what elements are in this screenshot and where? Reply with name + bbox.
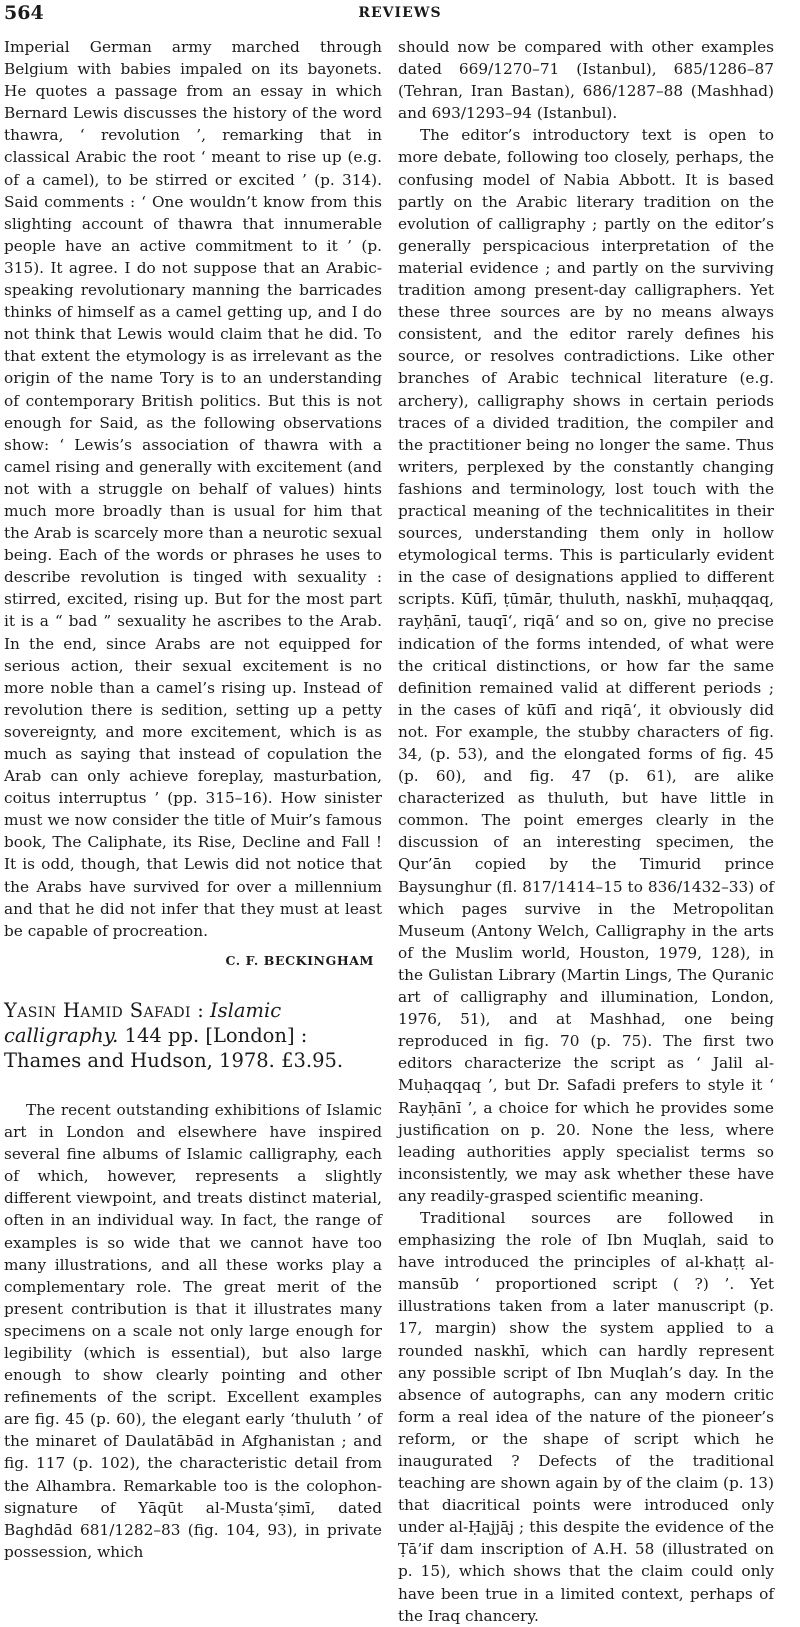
left-column <box>4 36 382 1563</box>
reviewer-signature: C. F. BECKINGHAM <box>225 952 374 968</box>
running-head: REVIEWS <box>358 5 442 21</box>
right-column <box>398 36 774 1627</box>
left-paragraph-1: Imperial German army marched through Belgium with babies impaled on its bayonets. He quotes a passage from an essay in which Bernard Lewis discusses the history of the word thawra, ‘ revolution ’, remarking that in classical Arabic the root ‘ meant to rise up (e.g. of a camel), to be stirred or excited ’ (p. 314). Said comments : ‘ One wouldn’t know from this slighting account of thawra that innumerable people have an active commitment to it ’ (p. 315). It agree. I do not suppose that an Arabic-speaking revolutionary manning the barricades thinks of himself as a camel getting up, and I do not think that Lewis would claim that he did. To that extent the etymology is as irrelevant as the origin of the name Tory is to an understanding of contemporary British politics. But this is not enough for Said, as the following observations show: ‘ Lewis’s association of thawra with a camel rising and generally with excitement (and not with a struggle on behalf of values) hints much more broadly than is usual for him that the Arab is scarcely more than a neurotic sexual being. Each of the words or phrases he uses to describe revolution is tinged with sexuality : stirred, excited, rising up. But for the most part it is a “ bad ” sexuality he ascribes to the Arab. In the end, since Arabs are not equipped for serious action, their sexual excitement is no more noble than a camel’s rising up. Instead of revolution there is sedition, setting up a petty sovereignty, and more excitement, which is as much as saying that instead of copulation the Arab can only achieve foreplay, masturbation, coitus interruptus ’ (pp. 315–16). How sinister must we now consider the title of Muir’s famous book, The Caliphate, its Rise, Decline and Fall ! It is odd, though, that Lewis did not notice that the Arabs have survived for over a millennium and that he did not infer that they must at least be capable of procreation. <box>4 38 382 940</box>
page-number: 564 <box>4 2 44 24</box>
right-paragraph-3: Traditional sources are followed in emphasizing the role of Ibn Muqlah, said to have introduced the principles of al-khaṭṭ al-mansūb ‘ proportioned script ( ?) ’. Yet illustrations taken from a later manuscript (p. 17, margin) show the system applied to a rounded naskhī, which can hardly represent any possible script of Ibn Muqlah’s day. In the absence of autographs, can any modern critic form a real idea of the nature of the pioneer’s reform, or the shape of script which he inaugurated ? Defects of the traditional teaching are shown again by of the claim (p. 13) that diacritical points were introduced only under al-Ḥajjāj ; this despite the evidence of the Ṭā’if dam inscription of A.H. 58 (illustrated on p. 15), which shows that the claim could only have been true in a limited context, perhaps of the Iraq chancery. <box>398 1208 774 1625</box>
review-paragraph-1: The recent outstanding exhibitions of Islamic art in London and elsewhere have inspired several fine albums of Islamic calligraphy, each of which, however, represents a slightly different viewpoint, and treats distinct material, often in an individual way. In fact, the range of examples is so wide that we cannot have too many illustrations, and all these works play a complementary role. The great merit of the present contribution is that it illustrates many specimens on a scale not only large enough for legibility (which is essential), but also large enough to show clearly pointing and other refinements of the script. Excellent examples are fig. 45 (p. 60), the elegant early ‘thuluth ’ of the minaret of Daulatābād in Afghanistan ; and fig. 117 (p. 102), the characteristic detail from the Alhambra. Remarkable too is the colophon-signature of Yāqūt al-Musta‘ṣimī, dated Baghdād 681/1282–83 (fig. 104, 93), in private possession, which <box>4 1100 382 1561</box>
reviewed-author: Yasin Hamid Safadi <box>4 998 191 1022</box>
heading-colon: : <box>191 998 210 1022</box>
right-paragraph-2: The editor’s introductory text is open to more debate, following too closely, perhaps, the confusing model of Nabia Abbott. It is based partly on the Arabic literary tradition on the evolution of calligraphy ; partly on the editor’s generally perspicacious interpretation of the material evidence ; and partly on the surviving tradition among present-day calligraphers. Yet these three sources are by no means always consistent, and the editor rarely defines his source, or resolves contradictions. Like other branches of Arabic technical literature (e.g. archery), calligraphy shows in certain periods traces of a divided tradition, the compiler and the practitioner being no longer the same. Thus writers, perplexed by the constantly changing fashions and terminology, lost touch with the practical meaning of the technicalitites in their sources, understanding them only in hollow etymological terms. This is particularly evident in the case of designations applied to different scripts. Kūfī, ṭūmār, thuluth, naskhī, muḥaqqaq, rayḥānī, tauqī‘, riqā‘ and so on, give no precise indication of the forms intended, of what were the critical distinctions, or how far the same definition remained valid at different periods ; in the cases of kūfī and riqā‘, it obviously did not. For example, the stubby characters of fig. 34, (p. 53), and the elongated forms of fig. 45 (p. 60), and fig. 47 (p. 61), are alike characterized as thuluth, but have little in common. The point emerges clearly in the discussion of an interesting specimen, the Qur’ān copied by the Timurid prince Baysunghur (fl. 817/1414–15 to 836/1432–33) of which pages survive in the Metropolitan Museum (Antony Welch, Calligraphy in the arts of the Muslim world, Houston, 1979, 128), in the Gulistan Library (Martin Lings, The Quranic art of calligraphy and illumination, London, 1976, 51), and at Mashhad, one being reproduced in fig. 70 (p. 75). The first two editors characterize the script as ‘ Jalil al-Muḥaqqaq ’, but Dr. Safadi prefers to style it ‘ Rayḥānī ’, a choice for which he provides some justification on p. 20. None the less, where leading authorities apply specialist terms so inconsistently, we may ask whether these have any readily-grasped scientific meaning. <box>398 126 774 1205</box>
review-heading <box>4 998 382 1073</box>
reviewed-publication-details: 144 pp. [London] : Thames and Hudson, 1978. £3.95. <box>4 1023 344 1072</box>
right-paragraph-1: should now be compared with other examples dated 669/1270–71 (Istanbul), 685/1286–87 (Tehran, Iran Bastan), 686/1287–88 (Mashhad) and 693/1293–94 (Istanbul). <box>398 38 774 123</box>
page-header <box>0 0 800 36</box>
reviewed-title: Islamic calligraphy. <box>4 998 282 1047</box>
